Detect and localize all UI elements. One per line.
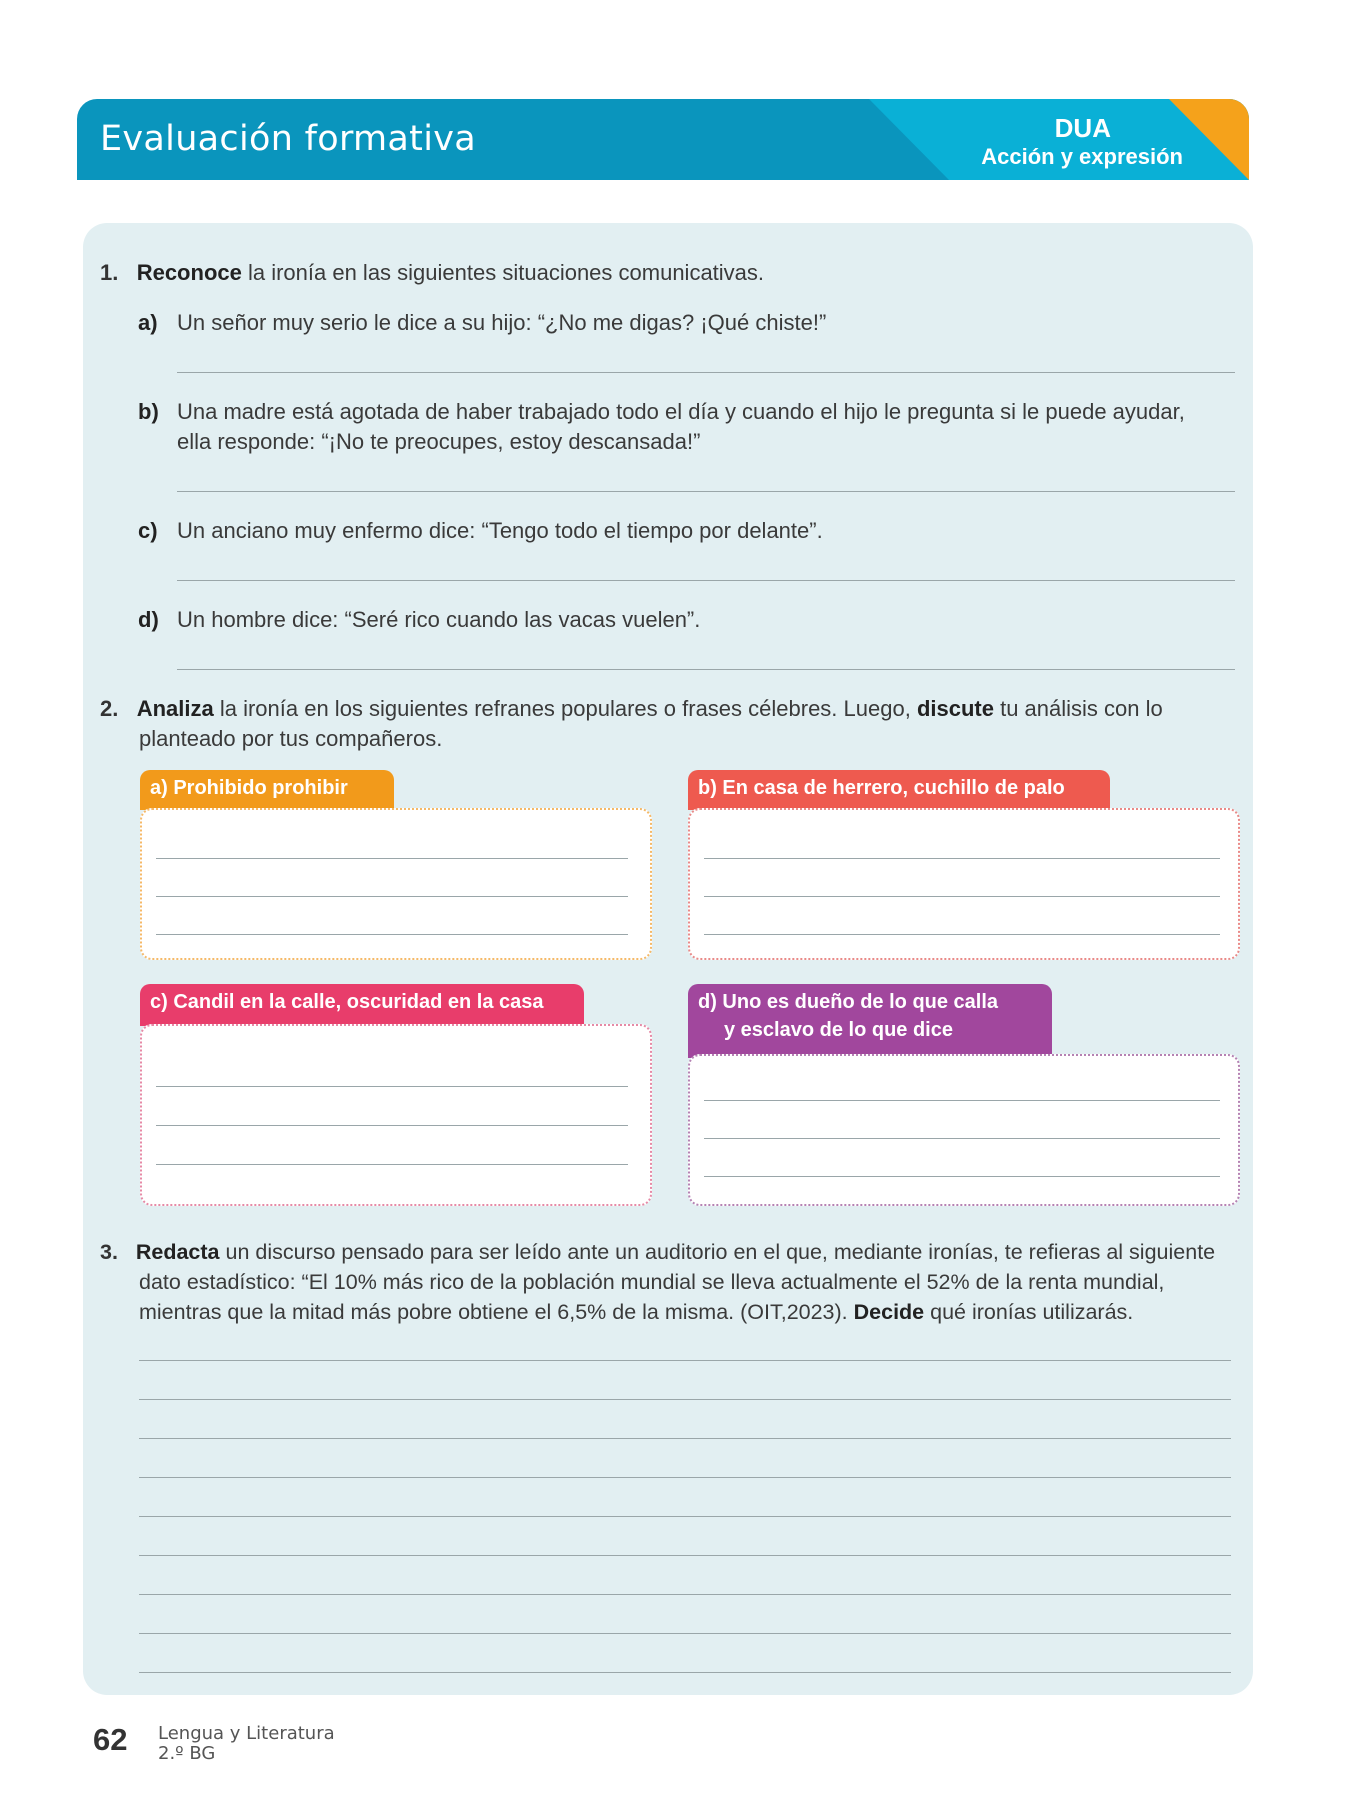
answer-box-d[interactable] [688, 1054, 1240, 1206]
question-verb-2: discute [916, 696, 994, 721]
footer-grade: 2.º BG [158, 1743, 216, 1764]
answer-line[interactable] [704, 1100, 1220, 1101]
refran-tab-d [688, 984, 1052, 1058]
item-1c [138, 516, 158, 546]
question-text: un discurso pensado para ser leído ante un auditorio en el que, mediante ironías, te refieras al siguiente [219, 1240, 1216, 1264]
item-1a-text: Un señor muy serio le dice a su hijo: “¿No me digas? ¡Qué chiste!” [177, 310, 827, 335]
refran-label-d-cont: y esclavo de lo que dice [724, 1019, 953, 1041]
answer-line[interactable] [704, 1176, 1220, 1177]
answer-line[interactable] [156, 934, 628, 935]
answer-line[interactable] [156, 896, 628, 897]
answer-line-1a[interactable] [177, 372, 1235, 373]
writing-line[interactable] [139, 1672, 1231, 1673]
answer-line-1c[interactable] [177, 580, 1235, 581]
item-letter: b) [138, 399, 159, 424]
refran-tab-a: a) Prohibido prohibir [140, 770, 394, 810]
question-3-line-3 [139, 1297, 1133, 1327]
question-verb-2: Decide [853, 1300, 925, 1324]
answer-line[interactable] [704, 858, 1220, 859]
answer-line[interactable] [704, 934, 1220, 935]
refran-label-d: d) Uno es dueño de lo que calla [698, 991, 999, 1013]
writing-line[interactable] [139, 1477, 1231, 1478]
answer-line[interactable] [156, 1125, 628, 1126]
writing-line[interactable] [139, 1399, 1231, 1400]
question-1 [100, 258, 764, 288]
question-text: la ironía en los siguientes refranes populares o frases célebres. Luego, [213, 696, 917, 721]
section-title: Evaluación formativa [100, 119, 476, 159]
item-1c-text: Un anciano muy enfermo dice: “Tengo todo el tiempo por delante”. [177, 518, 823, 543]
question-2 [100, 694, 1240, 724]
answer-line[interactable] [156, 1086, 628, 1087]
writing-line[interactable] [139, 1360, 1231, 1361]
refran-tab-c: c) Candil en la calle, oscuridad en la casa [140, 984, 584, 1026]
item-letter: d) [138, 607, 159, 632]
item-1d [138, 605, 159, 635]
dua-subtitle: Acción y expresión [981, 144, 1183, 169]
item-letter: c) [138, 518, 158, 543]
writing-line[interactable] [139, 1555, 1231, 1556]
dua-label: DUA [1054, 113, 1111, 143]
item-1b-text-cont: ella responde: “¡No te preocupes, estoy descansada!” [177, 429, 701, 454]
section-banner [77, 99, 1249, 180]
answer-line-1b[interactable] [177, 491, 1235, 492]
answer-box-a[interactable] [140, 808, 652, 960]
question-3 [100, 1237, 1250, 1267]
question-verb: Reconoce [136, 260, 242, 285]
refran-tab-b: b) En casa de herrero, cuchillo de palo [688, 770, 1110, 810]
writing-line[interactable] [139, 1516, 1231, 1517]
question-text: mientras que la mitad más pobre obtiene el 6,5% de la misma. (OIT,2023). [139, 1300, 854, 1324]
answer-line[interactable] [704, 896, 1220, 897]
writing-line[interactable] [139, 1633, 1231, 1634]
writing-line[interactable] [139, 1438, 1231, 1439]
answer-box-b[interactable] [688, 808, 1240, 960]
question-verb: Analiza [136, 696, 214, 721]
question-text: la ironía en las siguientes situaciones comunicativas. [241, 260, 765, 285]
question-number: 1. [100, 260, 119, 285]
item-1d-text: Un hombre dice: “Seré rico cuando las vacas vuelen”. [177, 607, 701, 632]
item-1b [138, 397, 159, 427]
answer-line[interactable] [704, 1138, 1220, 1139]
writing-line[interactable] [139, 1594, 1231, 1595]
answer-box-c[interactable] [140, 1024, 652, 1206]
question-3-line-2: dato estadístico: “El 10% más rico de la población mundial se lleva actualmente el 52% de la renta mundial, [139, 1270, 1165, 1294]
question-number: 3. [100, 1240, 118, 1264]
question-verb: Redacta [135, 1240, 220, 1264]
page-number: 62 [93, 1722, 128, 1757]
item-1b-text: Una madre está agotada de haber trabajado todo el día y cuando el hijo le pregunta si le puede ayudar, [177, 399, 1185, 424]
answer-line[interactable] [156, 1164, 628, 1165]
item-letter: a) [138, 310, 158, 335]
answer-line-1d[interactable] [177, 669, 1235, 670]
question-2-cont: planteado por tus compañeros. [139, 726, 443, 751]
item-1a [138, 308, 158, 338]
question-text-2: qué ironías utilizarás. [924, 1300, 1134, 1324]
footer-subject-block [158, 1724, 335, 1764]
footer-subject: Lengua y Literatura [158, 1723, 335, 1744]
answer-line[interactable] [156, 858, 628, 859]
question-text-2: tu análisis con lo [993, 696, 1163, 721]
question-number: 2. [100, 696, 119, 721]
